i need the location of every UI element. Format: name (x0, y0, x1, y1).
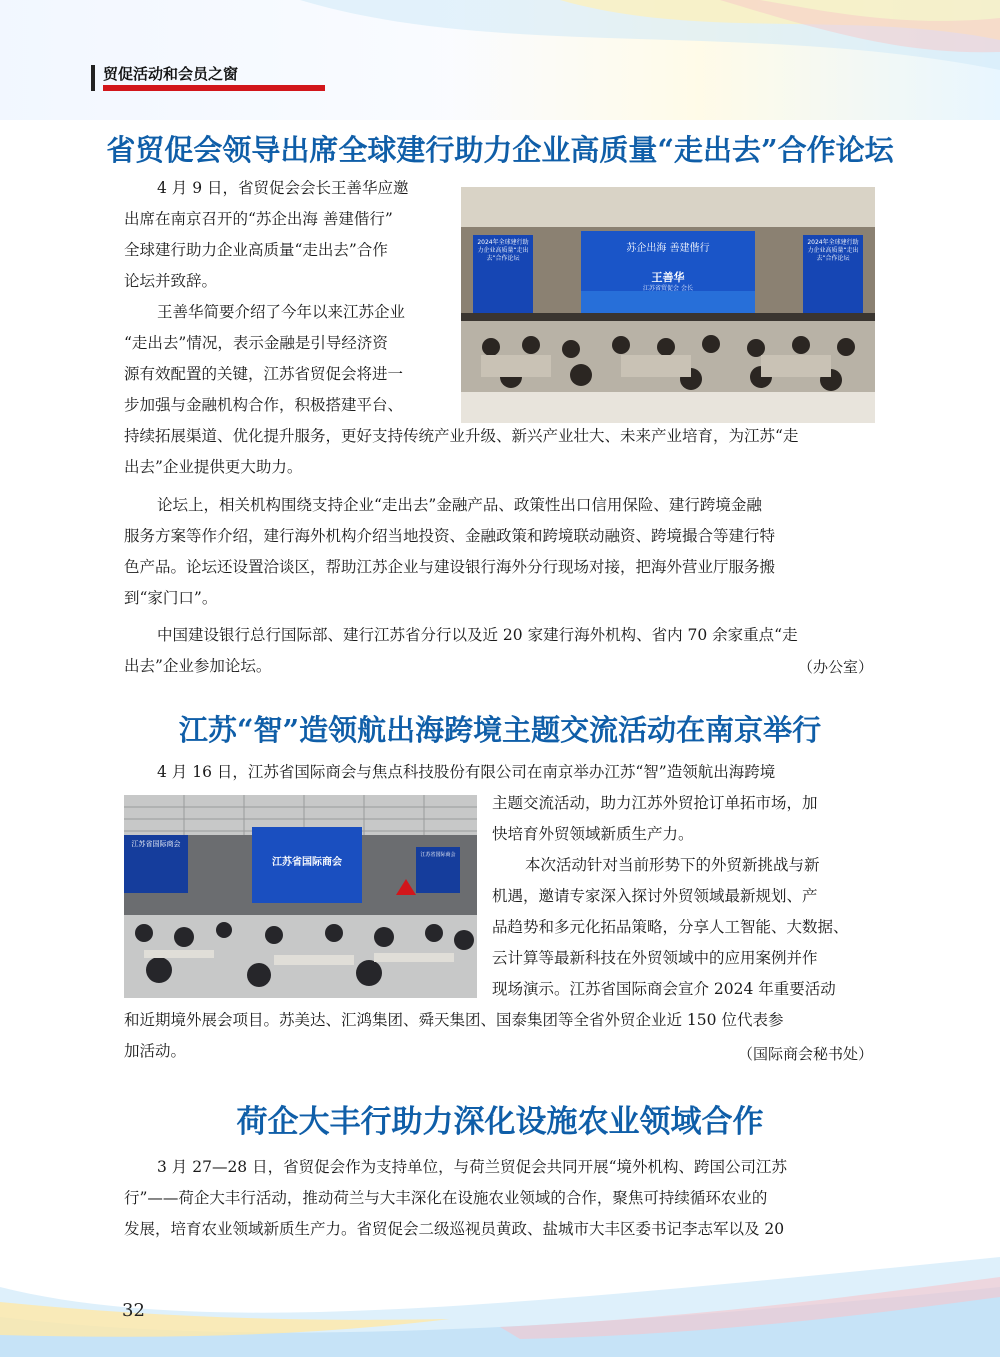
text-line: 中国建设银行总行国际部、建行江苏省分行以及近 20 家建行海外机构、省内 70 余家重点“走 (157, 626, 798, 644)
text-line: 出去”企业提供更大助力。 (124, 458, 303, 476)
article2-signoff: （国际商会秘书处） (738, 1045, 874, 1063)
article1-title: 省贸促会领导出席全球建行助力企业高质量“走出去”合作论坛 (106, 133, 894, 167)
text-line: 发展，培育农业领域新质生产力。省贸促会二级巡视员黄政、盐城市大丰区委书记李志军以及 20 (124, 1220, 785, 1238)
left-screen-text: 江苏省国际商会 (131, 840, 181, 848)
text-line: 4 月 16 日，江苏省国际商会与焦点科技股份有限公司在南京举办江苏“智”造领航出海跨境 (157, 763, 776, 781)
text-line: 行”——荷企大丰行活动，推动荷兰与大丰深化在设施农业领域的合作，聚焦可持续循环农业的 (124, 1189, 768, 1207)
text-line: 步加强与金融机构合作，积极搭建平台、 (124, 396, 404, 414)
text-line: 和近期境外展会项目。苏美达、汇鸿集团、舜天集团、国泰集团等全省外贸企业近 150 位代表参 (124, 1011, 784, 1029)
text-line: 出席在南京召开的“苏企出海 善建偕行” (124, 210, 393, 228)
text-line: 持续拓展渠道、优化提升服务，更好支持传统产业升级、新兴产业壮大、未来产业培育，为江苏“走 (124, 427, 799, 445)
center-screen-text: 江苏省国际商会 (272, 857, 342, 868)
text-line: 本次活动针对当前形势下的外贸新挑战与新 (525, 856, 820, 874)
right-screen-text: 江苏省国际商会 (420, 852, 456, 858)
article1-paragraph4 (124, 620, 884, 682)
page-number: 32 (122, 1300, 145, 1321)
forum-photo (461, 187, 875, 423)
text-line: 色产品。论坛还设置洽谈区，帮助江苏企业与建设银行海外分行现场对接，把海外营业厅服务搬 (124, 558, 776, 576)
right-screen-title: 2024年全球建行助力企业高质量“走出去”合作论坛 (807, 239, 859, 262)
footer-decoration (0, 1247, 1000, 1357)
text-line: 4 月 9 日，省贸促会会长王善华应邀 (157, 179, 409, 197)
section-label: 贸促活动和会员之窗 (103, 65, 239, 83)
text-line: 论坛上，相关机构围绕支持企业“走出去”金融产品、政策性出口信用保险、建行跨境金融 (157, 496, 762, 514)
text-line: 王善华简要介绍了今年以来江苏企业 (157, 303, 406, 321)
article3-title: 荷企大丰行助力深化设施农业领域合作 (236, 1104, 764, 1140)
center-screen-speaker: 王善华 (651, 271, 685, 284)
text-line: 出去”企业参加论坛。 (124, 657, 272, 675)
text-line: 服务方案等作介绍，建行海外机构介绍当地投资、金融政策和跨境联动融资、跨境撮合等建行特 (124, 527, 776, 545)
article2-title: 江苏“智”造领航出海跨境主题交流活动在南京举行 (178, 713, 822, 747)
section-underline (103, 85, 325, 91)
text-line: 现场演示。江苏省国际商会宣介 2024 年重要活动 (492, 980, 836, 998)
article1-paragraph3 (124, 490, 884, 614)
text-line: 主题交流活动，助力江苏外贸抢订单拓市场，加 (492, 794, 818, 812)
left-screen-title: 2024年全球建行助力企业高质量“走出去”合作论坛 (477, 239, 529, 262)
text-line: 加活动。 (124, 1042, 187, 1060)
text-line: 机遇，邀请专家深入探讨外贸领域最新规划、产 (492, 887, 818, 905)
center-screen-banner: 苏企出海 善建偕行 (626, 243, 710, 254)
forum-photo-illustration (461, 187, 875, 423)
article2-paragraph1-first-line (124, 757, 884, 788)
header-decoration (0, 0, 1000, 120)
article2-paragraph1-rest (492, 788, 884, 850)
article1-paragraph2 (124, 297, 799, 483)
text-line: 论坛并致辞。 (124, 272, 218, 290)
article3-paragraph1 (124, 1152, 884, 1245)
text-line: 快培育外贸领域新质生产力。 (492, 825, 694, 843)
exchange-event-photo (124, 795, 477, 998)
section-tag-bar (91, 65, 95, 91)
text-line: 全球建行助力企业高质量“走出去”合作 (124, 241, 388, 259)
article2-paragraph2 (492, 850, 884, 1005)
text-line: 品趋势和多元化拓品策略，分享人工智能、大数据、 (492, 918, 849, 936)
text-line: 到“家门口”。 (124, 589, 218, 607)
article1-paragraph1 (124, 173, 450, 297)
exchange-event-illustration (124, 795, 477, 998)
text-line: “走出去”情况，表示金融是引导经济资 (124, 334, 388, 352)
text-line: 源有效配置的关键，江苏省贸促会将进一 (124, 365, 404, 383)
text-line: 云计算等最新科技在外贸领域中的应用案例并作 (492, 949, 818, 967)
text-line: 3 月 27—28 日，省贸促会作为支持单位，与荷兰贸促会共同开展“境外机构、跨国公司江苏 (157, 1158, 788, 1176)
article1-signoff: （办公室） (798, 658, 874, 676)
center-screen-speaker-role: 江苏省贸促会 会长 (643, 285, 693, 292)
